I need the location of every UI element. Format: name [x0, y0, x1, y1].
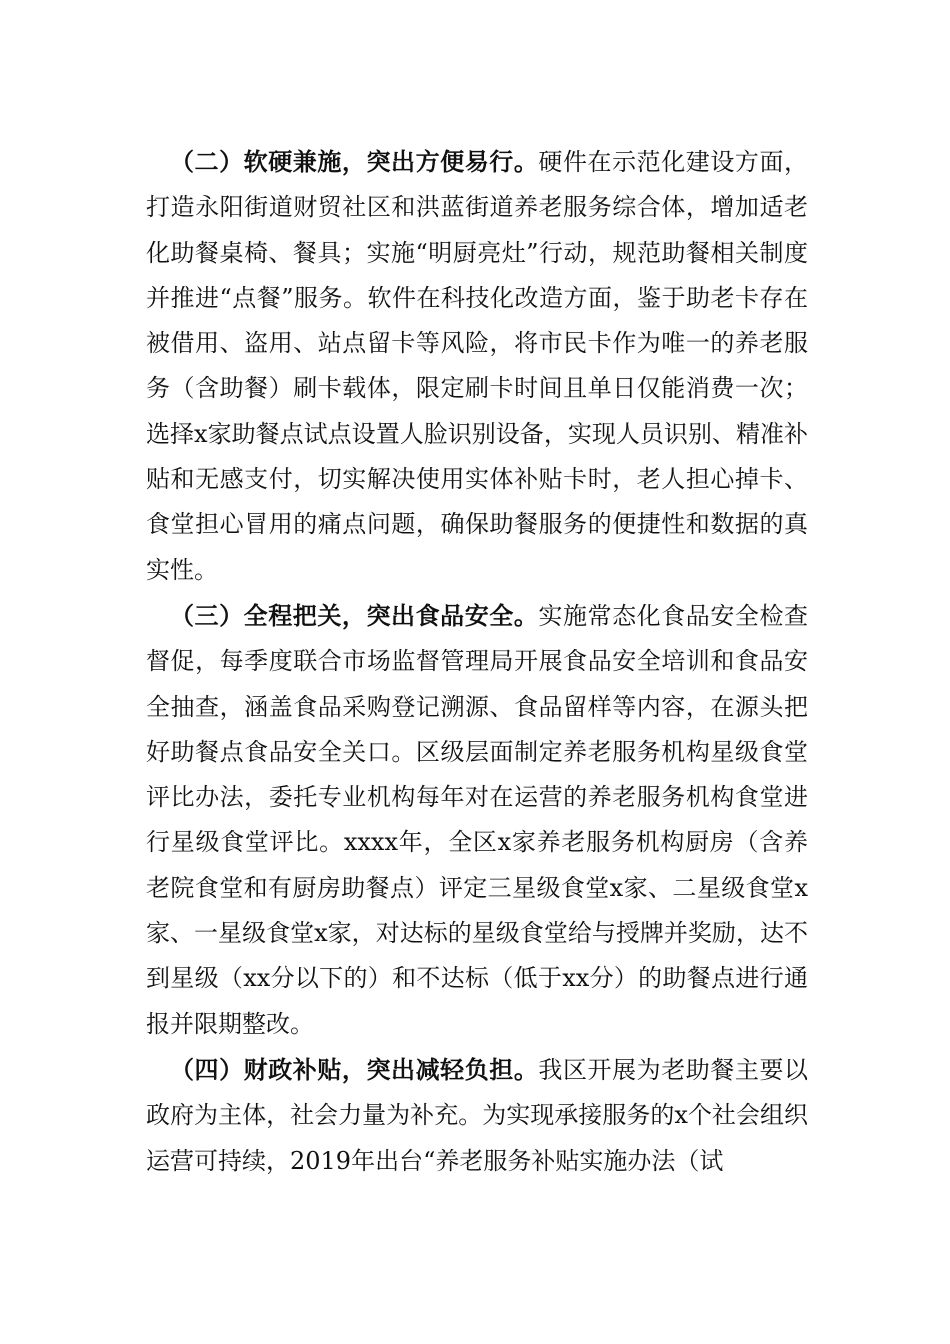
paragraph-text: 我区开展为老助餐主要以政府为主体，社会力量为补充。为实现承接服务的x个社会组织运营可持续，2019年出台“养老服务补贴实施办法（试	[146, 1055, 809, 1175]
paragraph-text: 硬件在示范化建设方面，打造永阳街道财贸社区和洪蓝街道养老服务综合体，增加适老化助餐桌椅、餐具；实施“明厨亮灶”行动，规范助餐相关制度并推进“点餐”服务。软件在科技化改造方面，鉴于助老卡存在被借用、盗用、站点留卡等风险，将市民卡作为唯一的养老服务（含助餐）刷卡载体，限定刷卡时间且单日仅能消费一次；选择x家助餐点试点设置人脸识别设备，实现人员识别、精准补贴和无感支付，切实解决使用实体补贴卡时，老人担心掉卡、食堂担心冒用的痛点问题，确保助餐服务的便捷性和数据的真实性。	[146, 148, 809, 584]
paragraph-text: 实施常态化食品安全检查督促，每季度联合市场监督管理局开展食品安全培训和食品安全抽查，涵盖食品采购登记溯源、食品留样等内容，在源头把好助餐点食品安全关口。区级层面制定养老服务机构星级食堂评比办法，委托专业机构每年对在运营的养老服务机构食堂进行星级食堂评比。xxxx年，全区x家养老服务机构厨房（含养老院食堂和有厨房助餐点）评定三星级食堂x家、二星级食堂x家、一星级食堂x家，对达标的星级食堂给与授牌并奖励，达不到星级（xx分以下的）和不达标（低于xx分）的助餐点进行通报并限期整改。	[146, 601, 809, 1038]
paragraph-4	[146, 1047, 808, 1184]
paragraph-heading: （三）全程把关，突出食品安全。	[170, 600, 539, 630]
paragraph-heading: （二）软硬兼施，突出方便易行。	[170, 147, 539, 176]
paragraph-heading: （四）财政补贴，突出减轻负担。	[170, 1054, 539, 1084]
paragraph-3	[146, 593, 808, 1047]
paragraph-2	[146, 139, 808, 593]
document-body	[146, 139, 808, 1184]
